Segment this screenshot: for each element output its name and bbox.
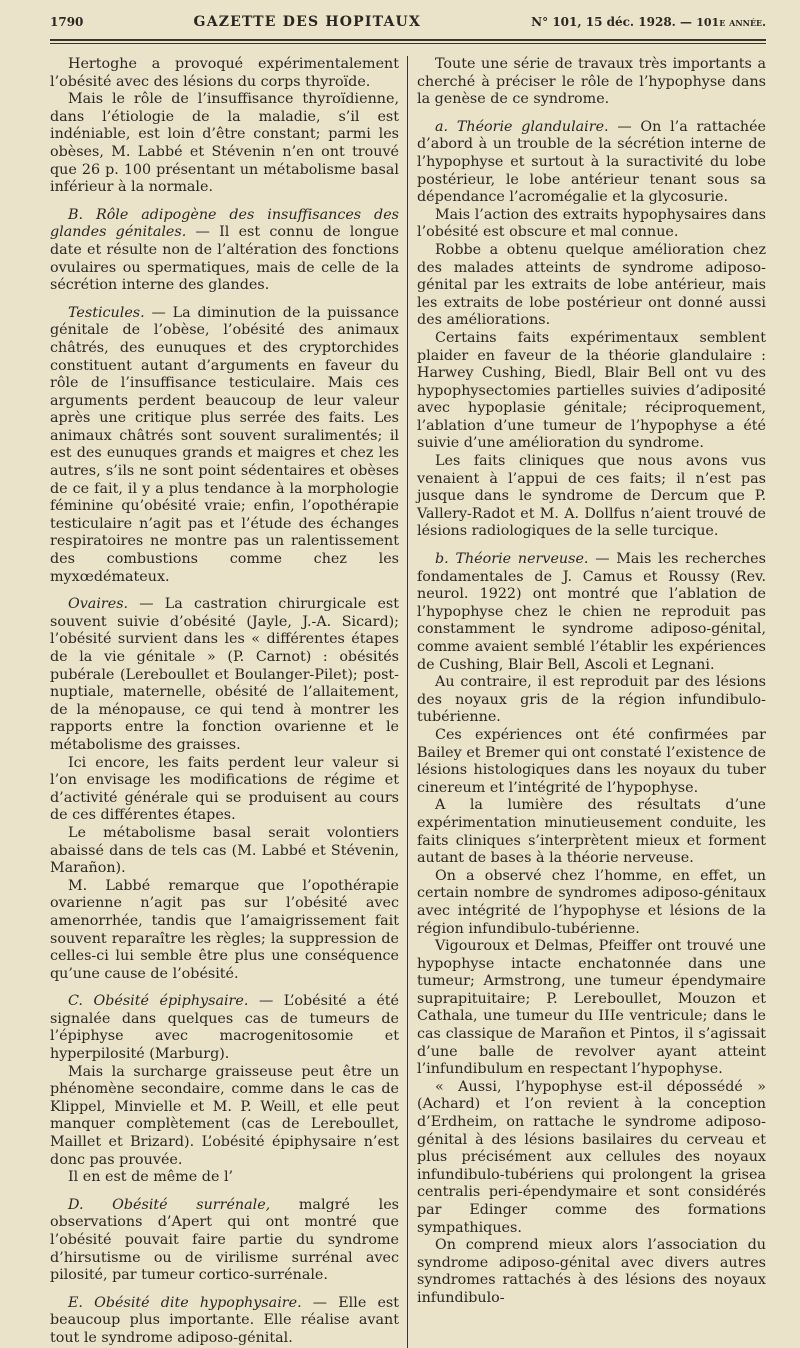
paragraph: [417, 119, 766, 207]
paragraph-text: Vigouroux et Delmas, Pfeiffer ont trouvé une hypophyse intacte enchatonnée dans une tumeur; Armstrong, une tumeur épendymaire suprapituitaire; P. Lereboullet, Mouzon et Cathala, une tumeur du IIIe ventricule; dans le cas classique de Marañon et Pintos, il s’agissait d’une balle de revolver ayant atteint l’infundibulum en respectant l’hypophyse.: [417, 938, 766, 1078]
paragraph: [50, 207, 399, 295]
paragraph: [417, 56, 766, 109]
section-heading: Testicules.: [68, 304, 145, 321]
paragraph: [417, 207, 766, 242]
section-heading: C. Obésité épiphysaire.: [68, 993, 249, 1010]
paragraph: [50, 1295, 399, 1348]
issue-info: [531, 15, 766, 29]
right-column: [407, 56, 766, 1348]
paragraph-text: On comprend mieux alors l’association du syndrome adiposo-génital avec divers autres syndromes rattachés à des lésions des noyaux infundibulo-: [417, 1237, 766, 1306]
section-heading: a. Théorie glandulaire.: [435, 118, 609, 135]
issue-year: 101e année.: [696, 16, 766, 29]
paragraph-text: — La diminution de la puissance génitale de l’obèse, l’obésité des animaux châtrés, des eunuques et des cryptorchides constituent autant d’arguments en faveur du rôle de l’insuffisance testiculaire. Mais ces arguments perdent beaucoup de leur valeur après une critique plus serrée des faits. Les animaux châtrés sont souvent suralimentés; il est des eunuques grands et maigres et chez les autres, s’ils ne sont point sédentaires et obèses de ce fait, il y a plus tendance à la morphologie féminine qu’obésité vraie; enfin, l’opothérapie testiculaire n’agit pas et l’étude des échanges respiratoires ne montre pas un ralentissement des combustions comme chez les myxœdémateux.: [50, 304, 399, 585]
paragraph-text: M. Labbé remarque que l’opothérapie ovarienne n’agit pas sur l’obésité avec amenorrhée, tandis que l’amaigrissement fait souvent reparaître les règles; la suppression de celles-ci lui semble être plus une conséquence qu’une cause de l’obésité.: [50, 877, 399, 982]
article-columns: [50, 56, 766, 1348]
paragraph-text: Toute une série de travaux très importants a cherché à préciser le rôle de l’hypophyse dans la genèse de ce syndrome.: [417, 56, 766, 108]
paragraph: [50, 596, 399, 754]
journal-title: GAZETTE DES HOPITAUX: [193, 14, 422, 30]
section-heading: Ovaires.: [68, 596, 129, 613]
header-rule: [50, 39, 766, 44]
paragraph-text: On a observé chez l’homme, en effet, un certain nombre de syndromes adiposo-génitaux avec intégrité de l’hypophyse et lésions de la région infundibulo-tubérienne.: [417, 867, 766, 937]
paragraph-text: Robbe a obtenu quelque amélioration chez des malades atteints de syndrome adiposo-génital par les extraits de lobe antérieur, mais les extraits de lobe postérieur ont donné aussi des améliorations.: [417, 241, 766, 329]
page-header: [50, 14, 766, 36]
paragraph: [417, 1237, 766, 1307]
paragraph: [417, 551, 766, 674]
paragraph: [50, 1197, 399, 1285]
paragraph-text: Il en est de même de l’: [68, 1169, 234, 1186]
section-heading: B. Rôle adipogène des insuffisances des glandes génitales.: [50, 206, 399, 241]
section-heading: D. Obésité surrénale,: [68, 1196, 271, 1213]
paragraph-text: Certains faits expérimentaux semblent plaider en faveur de la théorie glandulaire : Harwey Cushing, Biedl, Blair Bell ont vu des hypophysectomies partielles suivies d’adiposité avec hypoplasie génitale; réciproquement, l’ablation d’une tumeur de l’hypophyse a été suivie d’une amélioration du syndrome.: [417, 329, 766, 452]
paragraph-text: A la lumière des résultats d’une expérimentation minutieusement conduite, les faits cliniques s’interprètent mieux et forment autant de bases à la théorie nerveuse.: [417, 797, 766, 867]
paragraph: [417, 674, 766, 727]
paragraph-text: « Aussi, l’hypophyse est-il dépossédé » (Achard) et l’on revient à la conception d’Erdheim, on rattache le syndrome adiposo-génital à des lésions basilaires du cerveau et plus précisément aux cellules des noyaux infundibulo-tubériens qui prolongent la grisea centralis peri-épendymaire et sont considérés par Edinger comme des formations sympathiques.: [417, 1078, 766, 1236]
paragraph-text: Ici encore, les faits perdent leur valeur si l’on envisage les modifications de régime et d’activité générale qui se produisent au cours de ces différentes étapes.: [50, 754, 399, 824]
paragraph-text: Au contraire, il est reproduit par des lésions des noyaux gris de la région infundibulo-tubérienne.: [417, 674, 766, 726]
paragraph: [417, 242, 766, 330]
issue-date: N° 101, 15 déc. 1928. —: [531, 15, 693, 29]
paragraph-text: Le métabolisme basal serait volontiers abaissé dans de tels cas (M. Labbé et Stévenin, Marañon).: [50, 824, 399, 877]
left-column: [50, 56, 407, 1348]
section-heading: E. Obésité dite hypophysaire.: [68, 1294, 302, 1311]
paragraph-text: Mais l’action des extraits hypophysaires dans l’obésité est obscure et mal connue.: [417, 206, 766, 241]
paragraph: [50, 1169, 399, 1187]
paragraph: [417, 1079, 766, 1237]
paragraph-text: malgré les observations d’Apert qui ont montré que l’obésité pouvait faire partie du syndrome d’hirsutisme ou de virilisme surrénal avec pilosité, par tumeur cortico-surrénale.: [50, 1196, 399, 1284]
paragraph-text: — Mais les recherches fondamentales de J. Camus et Roussy (Rev. neurol. 1922) ont montré que l’ablation de l’hypophyse chez le chien ne reproduit pas constamment le syndrome adiposo-génital, comme avaient semblé l’établir les expériences de Cushing, Blair Bell, Ascoli et Legnani.: [417, 551, 766, 673]
paragraph-text: — L’obésité a été signalée dans quelques cas de tumeurs de l’épiphyse avec macrogenitosomie et hyperpilosité (Marburg).: [50, 993, 399, 1063]
paragraph: [417, 727, 766, 797]
paragraph-text: — Elle est beaucoup plus importante. Elle réalise avant tout le syndrome adiposo-génital.: [50, 1294, 399, 1346]
paragraph-text: Ces expériences ont été confirmées par Bailey et Bremer qui ont constaté l’existence de lésions histologiques dans les noyaux du tuber cinereum et l’intégrité de l’hypophyse.: [417, 726, 766, 796]
paragraph: [50, 56, 399, 91]
paragraph-text: — La castration chirurgicale est souvent suivie d’obésité (Jayle, J.-A. Sicard); l’obésité survient dans les « différentes étapes de la vie génitale » (P. Carnot) : obésités pubérale (Lereboullet et Boulanger-Pilet); post-nuptiale, maternelle, obésité de l’allaitement, de la ménopause, ce qui tend à montrer les rapports entre la fonction ovarienne et le métabolisme des graisses.: [50, 596, 399, 753]
paragraph-text: — Il est connu de longue date et résulte non de l’altération des fonctions ovulaires ou spermatiques, mais de celle de la sécrétion interne des glandes.: [50, 224, 400, 294]
paragraph: [417, 330, 766, 453]
paragraph: [417, 797, 766, 867]
paragraph: [50, 91, 399, 197]
paragraph-text: Mais le rôle de l’insuffisance thyroïdienne, dans l’étiologie de la maladie, s’il est indéniable, est loin d’être constant; parmi les obèses, M. Labbé et Stévenin n’en ont trouvé que 26 p. 100 présentant un métabolisme basal inférieur à la normale.: [50, 91, 399, 196]
paragraph-text: Mais la surcharge graisseuse peut être un phénomène secondaire, comme dans le cas de Klippel, Minvielle et M. P. Weill, et elle peut manquer complètement (cas de Lereboullet, Maillet et Brizard). L’obésité épiphysaire n’est donc pas prouvée.: [50, 1063, 399, 1168]
paragraph: [50, 1064, 399, 1170]
paragraph: [50, 755, 399, 825]
paragraph: [50, 305, 399, 587]
paragraph: [417, 938, 766, 1079]
paragraph: [50, 993, 399, 1063]
section-heading: b. Théorie nerveuse.: [435, 551, 589, 568]
paragraph-text: — On l’a rattachée d’abord à un trouble de la sécrétion interne de l’hypophyse et surtout à la suractivité du lobe postérieur, le lobe antérieur tenant sous sa dépendance l’acromégalie et la glycosurie.: [417, 118, 766, 206]
paragraph: [417, 868, 766, 938]
paragraph: [50, 825, 399, 878]
paragraph: [417, 453, 766, 541]
page-number: 1790: [50, 15, 84, 29]
paragraph: [50, 878, 399, 984]
paragraph-text: Les faits cliniques que nous avons vus venaient à l’appui de ces faits; il n’est pas jusque dans le syndrome de Dercum que P. Vallery-Radot et M. A. Dollfus n’aient trouvé de lésions radiologiques de la selle turcique.: [417, 453, 766, 540]
paragraph-text: Hertoghe a provoqué expérimentalement l’obésité avec des lésions du corps thyroïde.: [50, 56, 399, 90]
